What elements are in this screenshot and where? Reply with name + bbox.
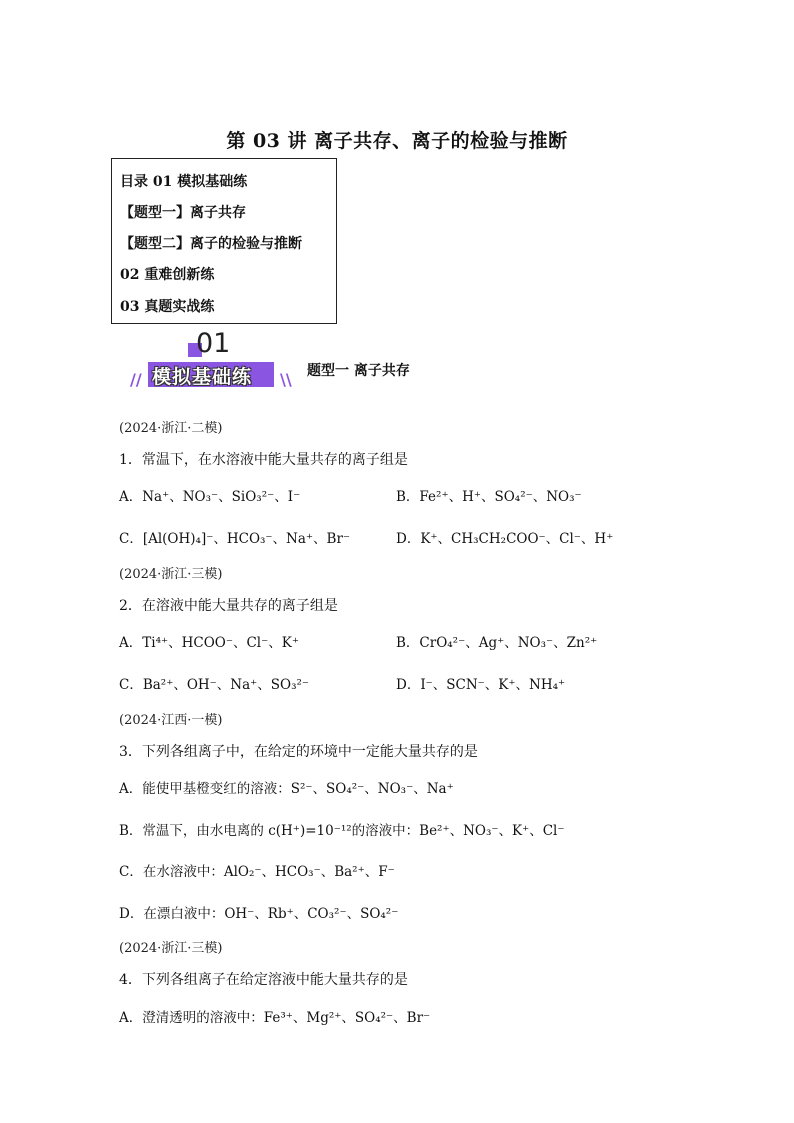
question-source: (2024·浙江·三模) (119, 941, 223, 956)
question-stem: 1．常温下，在水溶液中能大量共存的离子组是 (119, 452, 408, 468)
option-b: B．CrO₄²⁻、Ag⁺、NO₃⁻、Zn²⁺ (396, 635, 598, 651)
toc-item-type1: 【题型一】离子共存 (120, 205, 246, 221)
section-banner (130, 328, 290, 394)
option-b: B．Fe²⁺、H⁺、SO₄²⁻、NO₃⁻ (396, 489, 582, 505)
banner-label: 模拟基础练 (152, 366, 253, 388)
question-source: (2024·浙江·三模) (119, 567, 223, 582)
option-d: D．在漂白液中：OH⁻、Rb⁺、CO₃²⁻、SO₄²⁻ (119, 906, 399, 922)
toc-item-type2: 【题型二】离子的检验与推断 (120, 236, 302, 252)
option-d: D．I⁻、SCN⁻、K⁺、NH₄⁺ (396, 677, 566, 693)
banner-slash-right: \\ (280, 370, 292, 389)
question-stem: 4．下列各组离子在给定溶液中能大量共存的是 (119, 972, 408, 988)
banner-slash-left: // (130, 370, 142, 389)
banner-number: 01 (196, 328, 231, 359)
question-stem: 3．下列各组离子中，在给定的环境中一定能大量共存的是 (119, 744, 478, 760)
option-d: D．K⁺、CH₃CH₂COO⁻、Cl⁻、H⁺ (396, 531, 614, 547)
option-c: C．Ba²⁺、OH⁻、Na⁺、SO₃²⁻ (119, 677, 310, 693)
document-title: 第 03 讲 离子共存、离子的检验与推断 (226, 130, 568, 152)
toc-item-02: 02 重难创新练 (120, 267, 215, 283)
toc-item-03: 03 真题实战练 (120, 299, 215, 315)
question-source: (2024·江西·一模) (119, 713, 223, 728)
section-heading: 题型一 离子共存 (307, 363, 410, 379)
table-of-contents (111, 158, 337, 324)
question-stem: 2．在溶液中能大量共存的离子组是 (119, 598, 338, 614)
option-a: A．Ti⁴⁺、HCOO⁻、Cl⁻、K⁺ (119, 635, 299, 651)
option-c: C．[Al(OH)₄]⁻、HCO₃⁻、Na⁺、Br⁻ (119, 531, 351, 547)
option-a: A．Na⁺、NO₃⁻、SiO₃²⁻、I⁻ (119, 489, 301, 505)
toc-item-01: 目录 01 模拟基础练 (120, 174, 248, 190)
question-source: (2024·浙江·二模) (119, 421, 223, 436)
option-a: A．能使甲基橙变红的溶液：S²⁻、SO₄²⁻、NO₃⁻、Na⁺ (119, 781, 454, 797)
option-b: B．常温下，由水电离的 c(H⁺)=10⁻¹²的溶液中：Be²⁺、NO₃⁻、K⁺、Cl⁻ (119, 823, 565, 839)
option-a: A．澄清透明的溶液中：Fe³⁺、Mg²⁺、SO₄²⁻、Br⁻ (119, 1010, 431, 1026)
option-c: C．在水溶液中：AlO₂⁻、HCO₃⁻、Ba²⁺、F⁻ (119, 864, 395, 880)
